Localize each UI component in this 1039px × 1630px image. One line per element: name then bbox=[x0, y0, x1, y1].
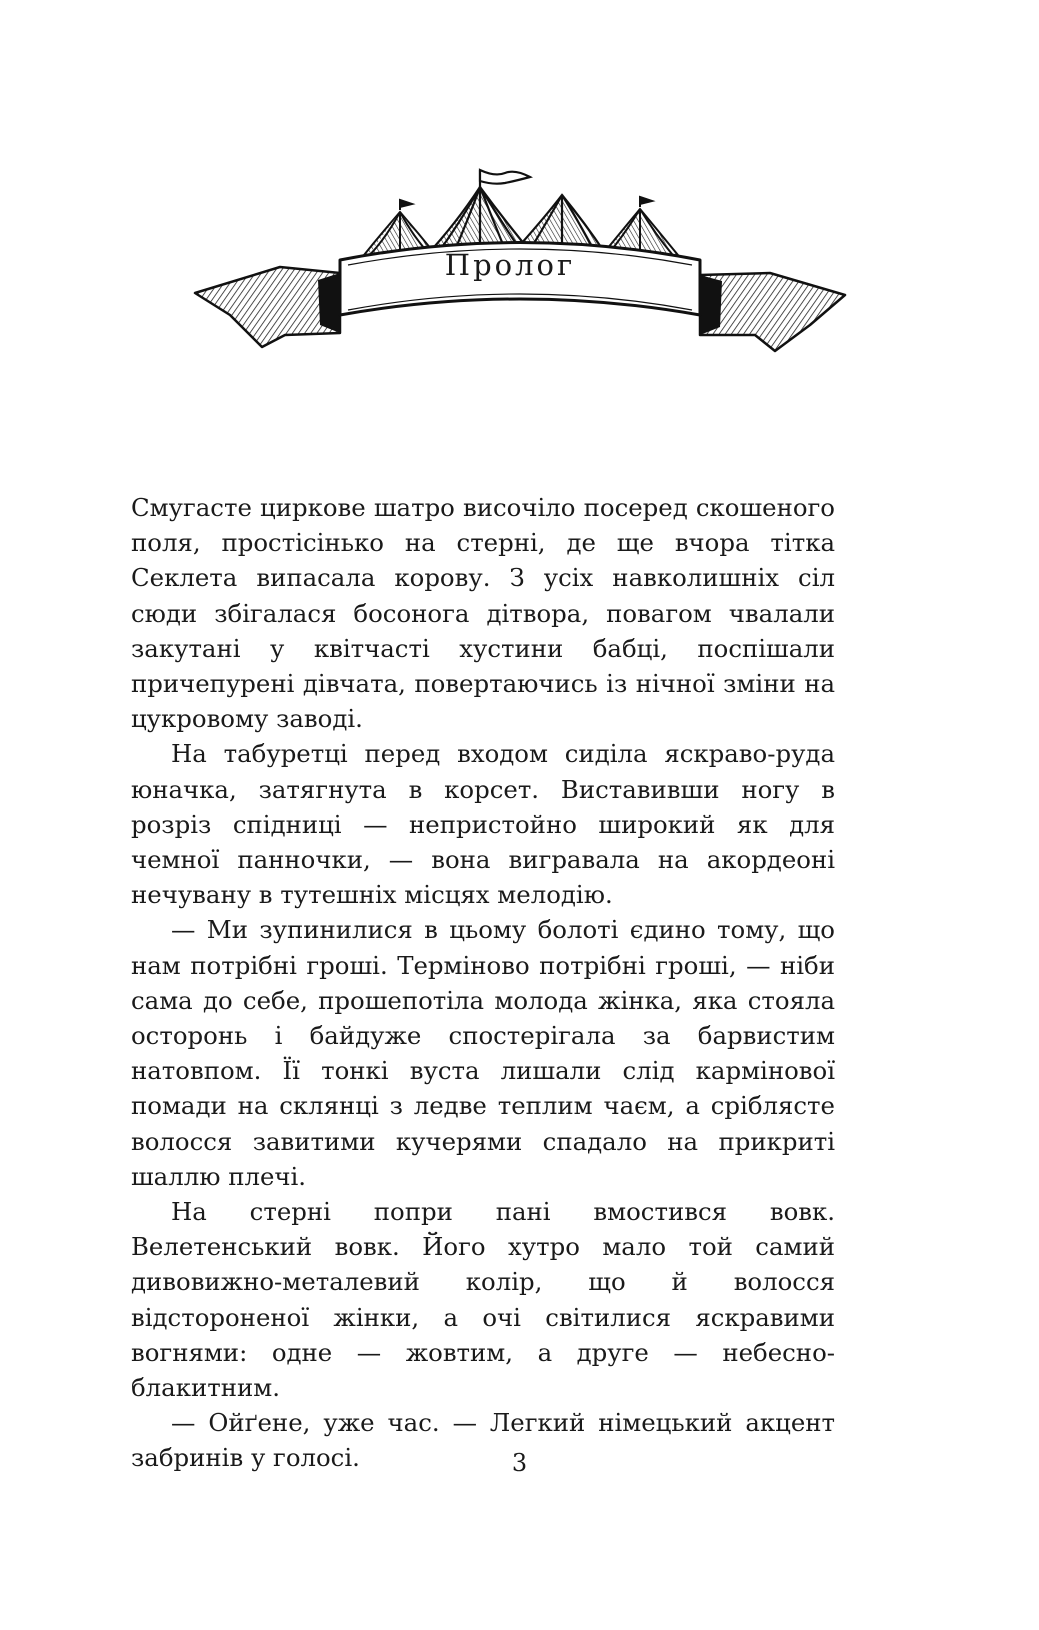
paragraph: На табуретці перед входом сиділа яскраво-руда юначка, затягнута в корсет. Виставивши ногу в розріз спідниці — непристойно широкий як для чемної панночки, — вона вигравала на акордеоні нечувану в тутешніх місцях мелодію. bbox=[131, 739, 835, 910]
ribbon-right-tail bbox=[700, 273, 845, 351]
body-text bbox=[131, 490, 835, 1476]
paragraph: На стерні попри пані вмостився вовк. Велетенський вовк. Його хутро мало той самий дивовижно-металевий колір, що й волосся відстороненої жінки, а очі світилися яскравими вогнями: одне — жовтим, а друге — небесно-блакитним. bbox=[131, 1197, 835, 1403]
paragraph: — Ойґене, уже час. — Легкий німецький акцент забринів у голосі. bbox=[131, 1408, 835, 1473]
paragraph: Смугасте циркове шатро височіло посеред скошеного поля, простісінько на стерні, де ще вчора тітка Секлета випасала корову. З усіх навколишніх сіл сюди збігалася босонога дітвора, повагом чвалали закутані у квітчасті хустини бабці, поспішали причепурені дівчата, повертаючись із нічної зміни на цукровому заводі. bbox=[131, 493, 835, 734]
chapter-title: Пролог bbox=[444, 248, 576, 282]
paragraph: — Ми зупинилися в цьому болоті єдино тому, що нам потрібні гроші. Терміново потрібні гроші, — ніби сама до себе, прошепотіла молода жінка, яка стояла осторонь і байдуже спостерігала за барвистим натовпом. Її тонкі вуста лишали слід кармінової помади на склянці з ледве теплим чаєм, а сріблясте волосся завитими кучерями спадало на прикриті шаллю плечі. bbox=[131, 915, 835, 1191]
page-number: 3 bbox=[511, 1449, 528, 1477]
ribbon-left-tail bbox=[195, 267, 340, 347]
